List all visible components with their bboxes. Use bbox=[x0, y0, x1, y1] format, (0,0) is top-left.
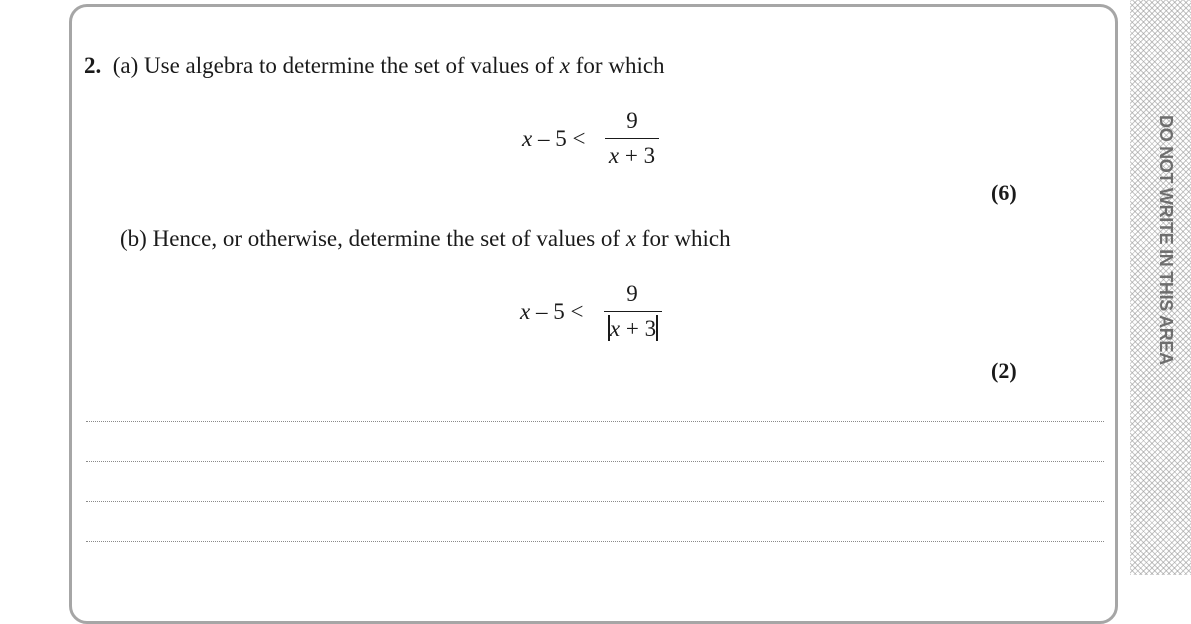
part-b-text: Hence, or otherwise, determine the set of values of bbox=[152, 226, 621, 251]
part-a-fraction-bar bbox=[605, 138, 659, 139]
abs-bar-right bbox=[656, 315, 658, 341]
part-a-denominator: x + 3 bbox=[608, 143, 656, 168]
part-b-denominator: x + 3 bbox=[609, 316, 657, 341]
answer-line[interactable] bbox=[86, 501, 1104, 502]
part-b-variable: x bbox=[625, 226, 637, 251]
part-a-text-end: for which bbox=[575, 53, 665, 78]
part-a-text: Use algebra to determine the set of values of bbox=[144, 53, 555, 78]
part-a-marks: (6) bbox=[991, 180, 1017, 205]
part-b-prompt bbox=[120, 226, 731, 252]
answer-line[interactable] bbox=[86, 421, 1104, 422]
answer-line[interactable] bbox=[86, 461, 1104, 462]
question-number: 2. bbox=[84, 53, 102, 78]
part-b-fraction-bar bbox=[604, 311, 662, 312]
question-frame bbox=[69, 4, 1118, 624]
answer-line[interactable] bbox=[86, 541, 1104, 542]
part-b-text-end: for which bbox=[641, 226, 731, 251]
part-a-label: (a) bbox=[112, 53, 139, 78]
part-b-lhs-rest: – 5 < bbox=[530, 299, 584, 324]
part-a-lhs-rest: – 5 < bbox=[532, 126, 586, 151]
part-a-variable: x bbox=[559, 53, 571, 78]
part-b-lhs-var: x bbox=[520, 299, 531, 324]
part-a-prompt bbox=[84, 53, 665, 79]
part-a-lhs bbox=[522, 126, 585, 152]
part-b-label: (b) bbox=[120, 226, 147, 251]
part-b-lhs bbox=[520, 299, 583, 325]
part-a-lhs-var: x bbox=[522, 126, 533, 151]
part-a-numerator: 9 bbox=[626, 108, 638, 133]
part-b-numerator: 9 bbox=[626, 281, 638, 306]
part-b-marks: (2) bbox=[991, 358, 1017, 383]
do-not-write-notice: DO NOT WRITE IN THIS AREA bbox=[1156, 115, 1176, 365]
